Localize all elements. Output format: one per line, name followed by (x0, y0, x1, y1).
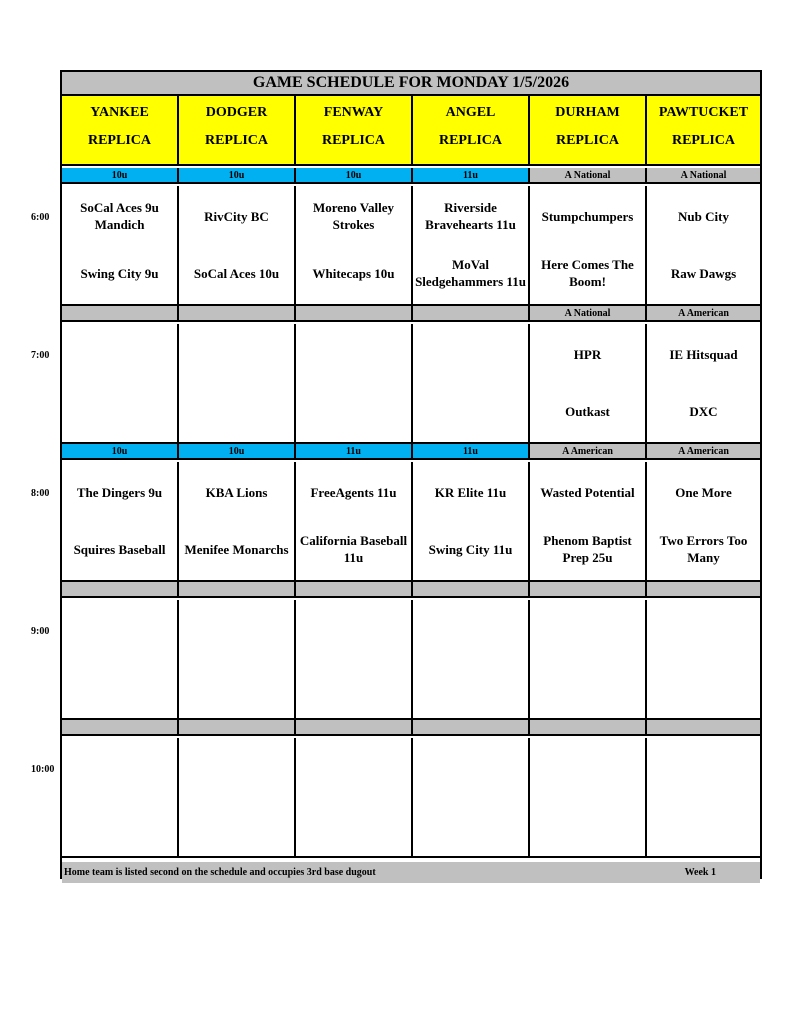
home-team: SoCal Aces 10u (193, 265, 280, 281)
away-team: Stumpchumpers (541, 208, 634, 224)
away-team (649, 746, 758, 790)
time-label: 8:00 (31, 488, 50, 499)
division-label: A National (647, 168, 760, 182)
home-team (64, 660, 175, 714)
home-team: Whitecaps 10u (312, 265, 395, 281)
division-label (296, 720, 413, 734)
schedule-footer (62, 862, 760, 883)
division-label (647, 720, 760, 734)
home-team: Two Errors Too Many (659, 533, 748, 565)
field-header-angel (413, 96, 530, 164)
game-cell (647, 462, 760, 580)
away-team (532, 608, 643, 652)
division-label: 10u (62, 444, 179, 458)
game-cell (647, 186, 760, 304)
division-label (530, 582, 647, 596)
division-label (62, 720, 179, 734)
away-team (64, 332, 175, 376)
away-team: KBA Lions (205, 484, 268, 500)
game-cell (179, 324, 296, 442)
field-header-row (62, 96, 760, 166)
time-label: 9:00 (31, 626, 50, 637)
away-team (298, 746, 409, 790)
division-label: 10u (179, 444, 296, 458)
game-cell (62, 324, 179, 442)
field-subtitle: REPLICA (438, 133, 502, 148)
game-cell (530, 462, 647, 580)
field-header-durham (530, 96, 647, 164)
home-team: Phenom Baptist Prep 25u (543, 533, 632, 565)
home-team (181, 384, 292, 438)
game-cell (179, 462, 296, 580)
game-cell (62, 186, 179, 304)
division-label (62, 582, 179, 596)
field-subtitle: REPLICA (204, 133, 268, 148)
field-header-dodger (179, 96, 296, 164)
away-team: KR Elite 11u (434, 484, 507, 500)
footer-week: Week 1 (684, 867, 716, 878)
home-team (181, 798, 292, 852)
away-team: Riverside Bravehearts 11u (425, 200, 516, 232)
game-cell (647, 738, 760, 856)
home-team (298, 798, 409, 852)
field-name: FENWAY (323, 105, 384, 120)
division-row (62, 306, 760, 322)
home-team: Menifee Monarchs (184, 541, 289, 557)
game-cell (413, 324, 530, 442)
division-row (62, 168, 760, 184)
time-label: 7:00 (31, 350, 50, 361)
division-label (413, 720, 530, 734)
away-team: RivCity BC (204, 208, 269, 224)
home-team: Swing City 11u (428, 541, 513, 557)
field-name: DURHAM (555, 105, 620, 120)
home-team: DXC (689, 403, 718, 419)
game-cell (296, 738, 413, 856)
field-name: ANGEL (445, 105, 496, 120)
field-subtitle: REPLICA (321, 133, 385, 148)
home-team (415, 384, 526, 438)
division-label (530, 720, 647, 734)
home-team: California Baseball 11u (299, 533, 408, 565)
away-team (298, 608, 409, 652)
away-team (649, 608, 758, 652)
division-label (296, 582, 413, 596)
away-team (298, 332, 409, 376)
home-team: Raw Dawgs (670, 265, 737, 281)
game-cell (296, 462, 413, 580)
field-subtitle: REPLICA (87, 133, 151, 148)
game-cell (647, 600, 760, 718)
time-slot-row (62, 462, 760, 582)
division-label: A National (530, 168, 647, 182)
away-team: HPR (573, 346, 602, 362)
away-team: FreeAgents 11u (310, 484, 397, 500)
time-slot-row (62, 186, 760, 306)
home-team (298, 384, 409, 438)
time-label: 10:00 (31, 764, 55, 775)
game-cell (647, 324, 760, 442)
home-team: Squires Baseball (73, 541, 166, 557)
division-label (62, 306, 179, 320)
field-name: PAWTUCKET (658, 105, 749, 120)
away-team: IE Hitsquad (669, 346, 738, 362)
home-team (298, 660, 409, 714)
division-label (296, 306, 413, 320)
home-team: Swing City 9u (80, 265, 159, 281)
game-cell (530, 186, 647, 304)
home-team (649, 660, 758, 714)
division-label: 10u (179, 168, 296, 182)
division-label (647, 582, 760, 596)
division-row (62, 582, 760, 598)
game-cell (530, 600, 647, 718)
away-team (415, 608, 526, 652)
division-label (179, 582, 296, 596)
division-label: 10u (62, 168, 179, 182)
game-cell (413, 186, 530, 304)
division-label: A American (647, 306, 760, 320)
away-team (181, 608, 292, 652)
away-team: The Dingers 9u (76, 484, 163, 500)
game-cell (530, 738, 647, 856)
home-team (532, 798, 643, 852)
game-cell (296, 324, 413, 442)
away-team (64, 746, 175, 790)
field-name: DODGER (205, 105, 268, 120)
division-label: A American (647, 444, 760, 458)
footer-note: Home team is listed second on the schedule and occupies 3rd base dugout (64, 867, 376, 878)
division-label: 11u (413, 168, 530, 182)
field-header-yankee (62, 96, 179, 164)
game-cell (62, 600, 179, 718)
field-subtitle: REPLICA (555, 133, 619, 148)
away-team: One More (675, 484, 732, 500)
home-team (415, 798, 526, 852)
division-row (62, 720, 760, 736)
away-team: SoCal Aces 9u Mandich (80, 200, 159, 232)
division-label: 10u (296, 168, 413, 182)
home-team: Outkast (565, 403, 610, 419)
division-label (413, 582, 530, 596)
division-label (179, 306, 296, 320)
game-cell (413, 600, 530, 718)
time-slot-row (62, 738, 760, 858)
field-name: YANKEE (90, 105, 149, 120)
away-team (181, 746, 292, 790)
field-header-fenway (296, 96, 413, 164)
game-cell (296, 600, 413, 718)
time-label: 6:00 (31, 212, 50, 223)
time-slot-row (62, 324, 760, 444)
home-team (649, 798, 758, 852)
home-team (64, 384, 175, 438)
game-cell (413, 738, 530, 856)
division-row (62, 444, 760, 460)
game-cell (179, 738, 296, 856)
game-cell (62, 738, 179, 856)
home-team (415, 660, 526, 714)
game-cell (413, 462, 530, 580)
schedule-sheet (60, 70, 762, 879)
schedule-title: GAME SCHEDULE FOR MONDAY 1/5/2026 (62, 72, 760, 96)
game-cell (62, 462, 179, 580)
game-cell (530, 324, 647, 442)
away-team (181, 332, 292, 376)
home-team (64, 798, 175, 852)
away-team (64, 608, 175, 652)
home-team: Here Comes The Boom! (541, 257, 634, 289)
away-team: Wasted Potential (540, 484, 635, 500)
away-team: Nub City (678, 208, 729, 224)
time-slot-row (62, 600, 760, 720)
division-label (413, 306, 530, 320)
game-cell (179, 600, 296, 718)
away-team (415, 746, 526, 790)
game-cell (179, 186, 296, 304)
division-label: A American (530, 444, 647, 458)
away-team (532, 746, 643, 790)
division-label: 11u (413, 444, 530, 458)
field-subtitle: REPLICA (671, 133, 735, 148)
field-header-pawtucket (647, 96, 760, 164)
home-team: MoVal Sledgehammers 11u (415, 257, 526, 289)
division-label (179, 720, 296, 734)
division-label: 11u (296, 444, 413, 458)
division-label: A National (530, 306, 647, 320)
away-team (415, 332, 526, 376)
game-cell (296, 186, 413, 304)
away-team: Moreno Valley Strokes (312, 200, 394, 232)
home-team (181, 660, 292, 714)
home-team (532, 660, 643, 714)
